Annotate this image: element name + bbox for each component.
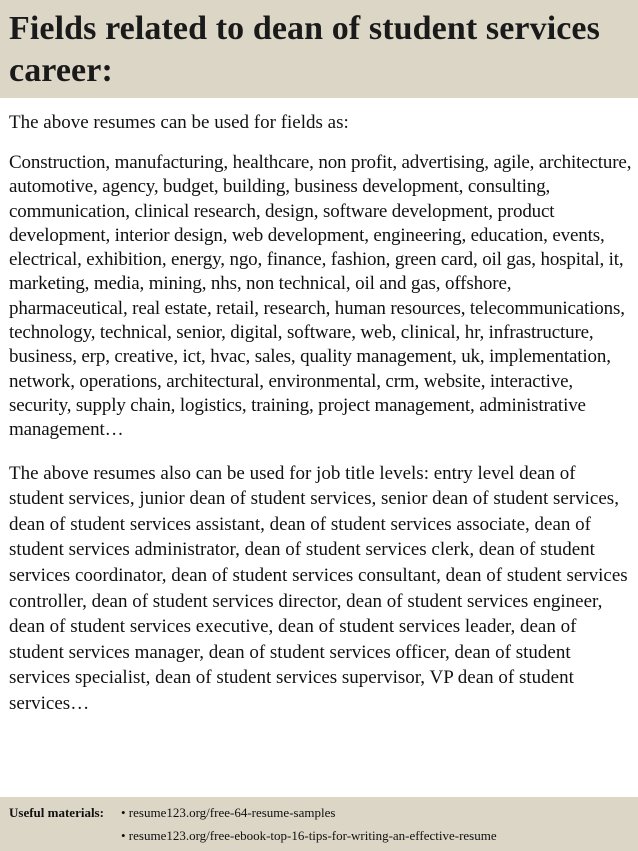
slide-footer	[0, 797, 638, 851]
fields-list-text: Construction, manufacturing, healthcare, non profit, advertising, agile, architecture, automotive, agency, budget, building, business development, consulting, communication, clinical research, design, software development, product development, interior design, web development, engineering, education, events, electrical, exhibition, energy, ngo, finance, fashion, green card, oil gas, hospital, it, marketing, media, mining, nhs, non technical, oil and gas, offshore, pharmaceutical, real estate, retail, research, human resources, telecommunications, technology, technical, senior, digital, software, web, clinical, hr, infrastructure, business, erp, creative, ict, hvac, sales, quality management, uk, implementation, network, operations, architectural, environmental, crm, website, interactive, security, supply chain, logistics, training, project management, administrative management…	[9, 152, 632, 441]
slide-content	[9, 111, 633, 717]
fields-intro-text: The above resumes can be used for fields as:	[9, 112, 349, 133]
page-title: Fields related to dean of student services career:	[9, 10, 600, 89]
job-levels-text: The above resumes also can be used for job title levels: entry level dean of student services, junior dean of student services, senior dean of student services, dean of student services assistant, dean of student services associate, dean of student services administrator, dean of student services clerk, dean of student services coordinator, dean of student services consultant, dean of student services controller, dean of student services director, dean of student services engineer, dean of student services executive, dean of student services leader, dean of student services manager, dean of student services officer, dean of student services specialist, dean of student services supervisor, VP dean of student services…	[9, 462, 628, 714]
resume-samples-link[interactable]: • resume123.org/free-64-resume-samples	[121, 805, 336, 820]
resume-ebook-link[interactable]: • resume123.org/free-ebook-top-16-tips-for-writing-an-effective-resume	[121, 828, 497, 843]
useful-materials-label: Useful materials:	[9, 805, 104, 820]
slide-header	[0, 0, 638, 98]
